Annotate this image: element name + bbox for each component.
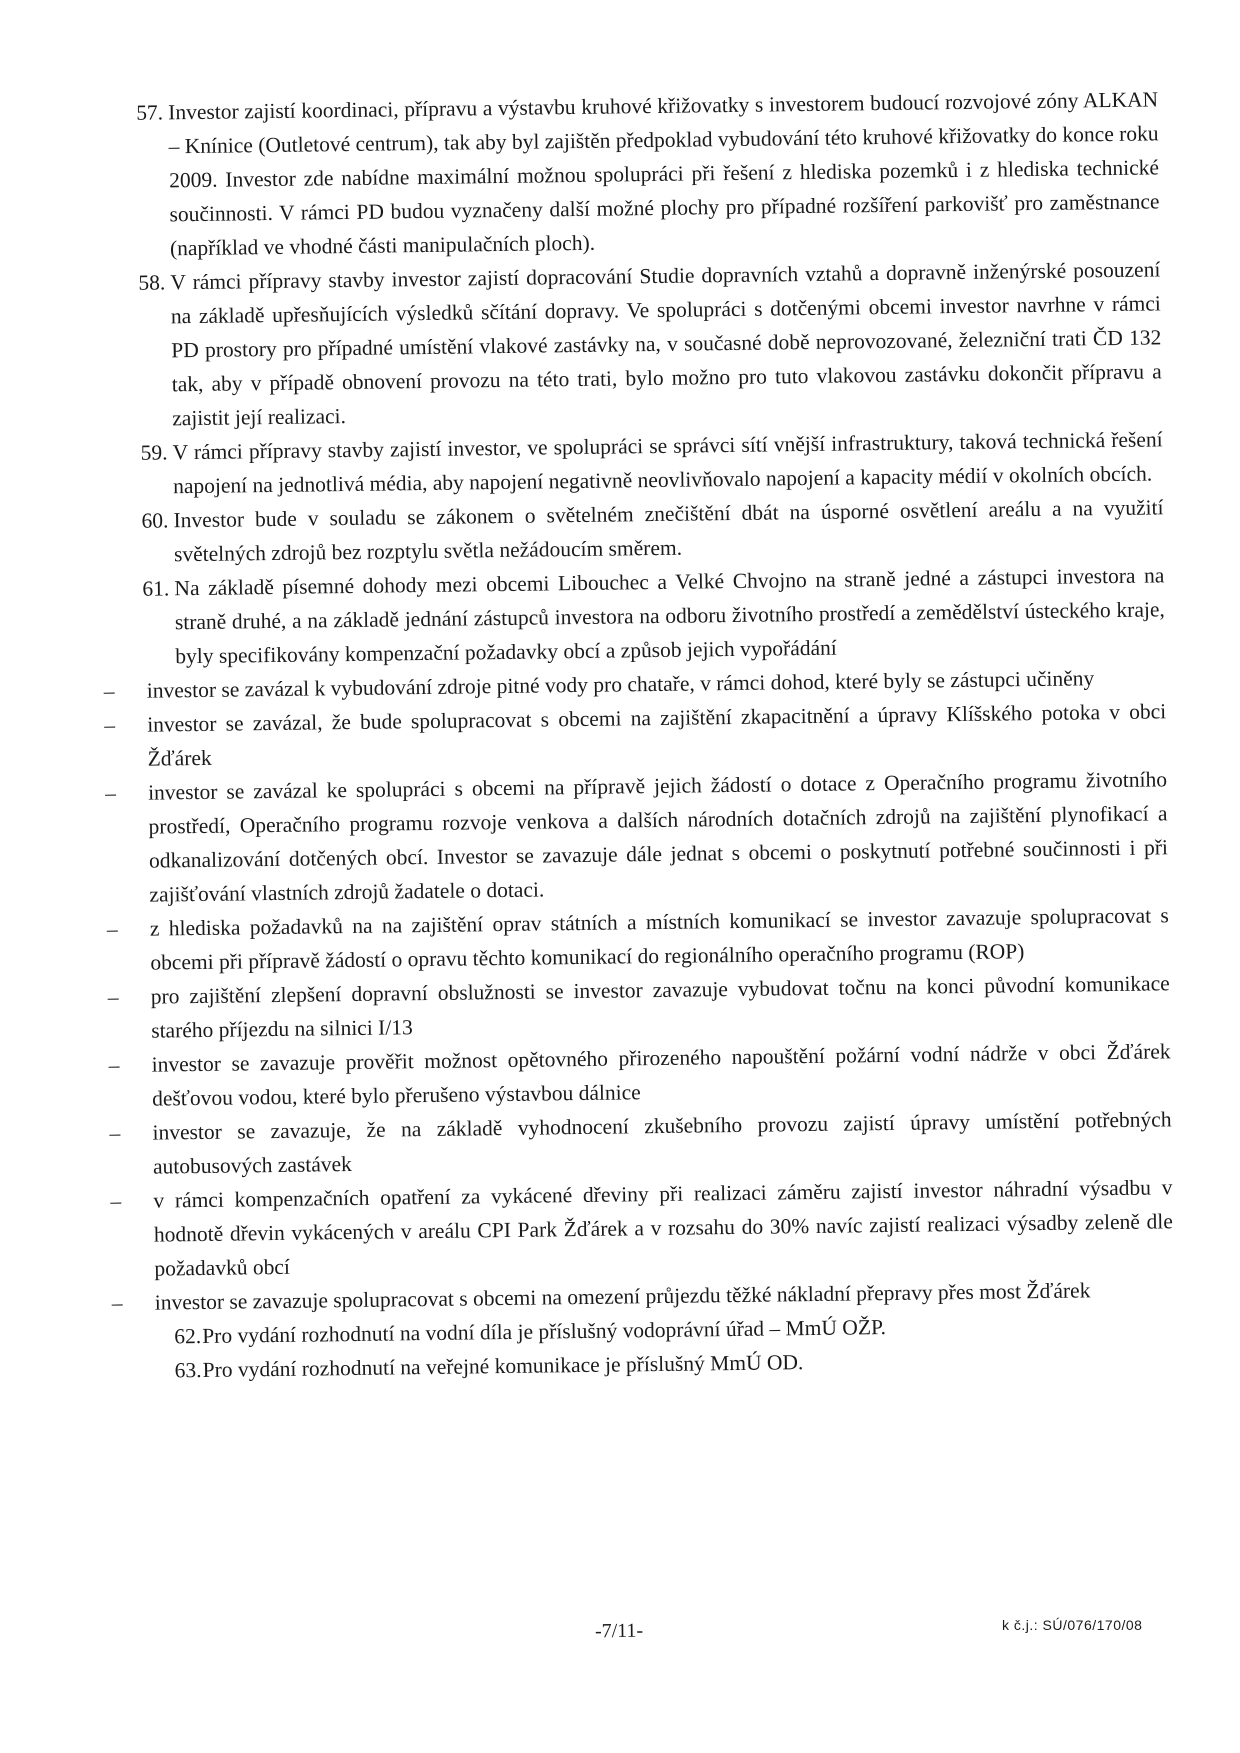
list-item-text: investor se zavázal, že bude spolupracovat s obcemi na zajištění zkapacitnění a úpravy Klíšského potoka v obci Žďárek	[147, 699, 1167, 771]
numbered-item-57	[118, 82, 1160, 266]
document-body	[103, 82, 1175, 1388]
dash-marker: –	[104, 713, 116, 738]
list-item	[105, 762, 1169, 912]
item-text: V rámci přípravy stavby investor zajistí dopracování Studie dopravních vztahů a dopravně inženýrské posouzení na základě upřesňujících výsledků sčítání dopravy. Ve spolupráci s dotčenými obcemi investor navrhne v rámci PD prostory pro případné umístění vlakové zastávky na, v současné době neprovozované, železniční trati ČD 132 tak, aby v případě obnovení provozu na této trati, bylo možno pro tuto vlakovou zastávku dokončit přípravu a zajistit její realizaci.	[170, 257, 1162, 431]
item-number: 60.	[141, 508, 169, 533]
compensation-list	[103, 660, 1174, 1320]
item-number: 63.	[174, 1358, 202, 1383]
item-number: 57.	[136, 100, 164, 125]
item-text: Pro vydání rozhodnutí na veřejné komunikace je příslušný MmÚ OD.	[202, 1350, 804, 1382]
list-item-text: z hlediska požadavků na na zajištění oprav státních a místních komunikací se investor zavazuje spolupracovat s obcemi při přípravě žádostí o opravu těchto komunikací do regionálního operačního programu (ROP)	[149, 903, 1169, 975]
item-text: V rámci přípravy stavby zajistí investor, ve spolupráci se správci sítí vnější infrastruktury, taková technická řešení napojení na jednotlivá média, aby napojení negativně neovlivňovalo napojení a kapacity médií v okolních obcích.	[172, 427, 1163, 499]
item-text: Investor zajistí koordinaci, přípravu a výstavbu kruhové křižovatky s investorem budoucí rozvojové zóny ALKAN – Knínice (Outletové centrum), tak aby byl zajištěn předpoklad vybudování této kruhové křižovatky do konce roku 2009. Investor zde nabídne maximální možnou spolupráci při řešení z hlediska pozemků i z hlediska technické součinnosti. V rámci PD budou vyznačeny další možné plochy pro případné rozšíření parkovišť pro zaměstnance (například ve vhodné části manipulačních ploch).	[168, 87, 1160, 261]
item-number: 61.	[142, 576, 170, 601]
dash-marker: –	[111, 1291, 123, 1316]
list-item-text: investor se zavazuje prověřit možnost opětovného přirozeného napouštění požární vodní nádrže v obci Žďárek dešťovou vodou, které bylo přerušeno výstavbou dálnice	[151, 1039, 1171, 1111]
item-number: 58.	[138, 270, 166, 295]
dash-marker: –	[108, 1053, 120, 1078]
numbered-item-61	[124, 558, 1165, 674]
item-text: Pro vydání rozhodnutí na vodní díla je příslušný vodoprávní úřad – MmÚ OŽP.	[202, 1315, 887, 1349]
dash-marker: –	[110, 1189, 122, 1214]
item-number: 59.	[140, 440, 168, 465]
list-item-text: investor se zavazuje, že na základě vyhodnocení zkušebního provozu zajistí úpravy umístění potřebných autobusových zastávek	[152, 1107, 1172, 1179]
dash-marker: –	[106, 917, 118, 942]
item-text: Investor bude v souladu se zákonem o světelném znečištění dbát na úsporné osvětlení areálu a na využití světelných zdrojů bez rozptylu světla nežádoucím směrem.	[173, 495, 1164, 567]
list-item-text: investor se zavázal ke spolupráci s obcemi na přípravě jejich žádostí o dotace z Operačního programu životního prostředí, Operačního programu rozvoje venkova a dalších národních dotačních zdrojů na zajištění plynofikací a odkanalizování dotčených obcí. Investor se zavazuje dále jednat s obcemi o poskytnutí potřebné součinnosti i při zajišťování vlastních zdrojů žadatele o dotaci.	[147, 767, 1169, 907]
dash-marker: –	[109, 1121, 121, 1146]
reference-number: k č.j.: SÚ/076/170/08	[1002, 1617, 1143, 1633]
page-number: -7/11-	[594, 1619, 644, 1643]
numbered-item-58	[120, 252, 1162, 436]
dash-marker: –	[104, 781, 117, 806]
dash-marker: –	[103, 679, 115, 704]
list-item-text: investor se zavazuje spolupracovat s obcemi na omezení průjezdu těžké nákladní přepravy přes most Žďárek	[154, 1278, 1091, 1315]
item-text: Na základě písemné dohody mezi obcemi Libouchec a Velké Chvojno na straně jedné a zástupci investora na straně druhé, a na základě jednání zástupců investora na odboru životního prostředí a zemědělství ústeckého kraje, byly specifikovány kompenzační požadavky obcí a způsob jejich vypořádání	[174, 563, 1165, 669]
item-number: 62.	[174, 1324, 202, 1349]
list-item-text: pro zajištění zlepšení dopravní obslužnosti se investor zavazuje vybudovat točnu na konci původní komunikace starého příjezdu na silnici I/13	[150, 971, 1170, 1043]
list-item-text: v rámci kompenzačních opatření za vykácené dřeviny při realizaci záměru zajistí investor náhradní výsadbu v hodnotě dřevin vykácených v areálu CPI Park Žďárek a v rozsahu do 30% navíc zajistí realizaci výsadby zeleně dle požadavků obcí	[153, 1175, 1173, 1281]
dash-marker: –	[107, 985, 119, 1010]
list-item	[110, 1170, 1173, 1286]
list-item-text: investor se zavázal k vybudování zdroje pitné vody pro chataře, v rámci dohod, které byly se zástupci učiněny	[146, 666, 1095, 703]
